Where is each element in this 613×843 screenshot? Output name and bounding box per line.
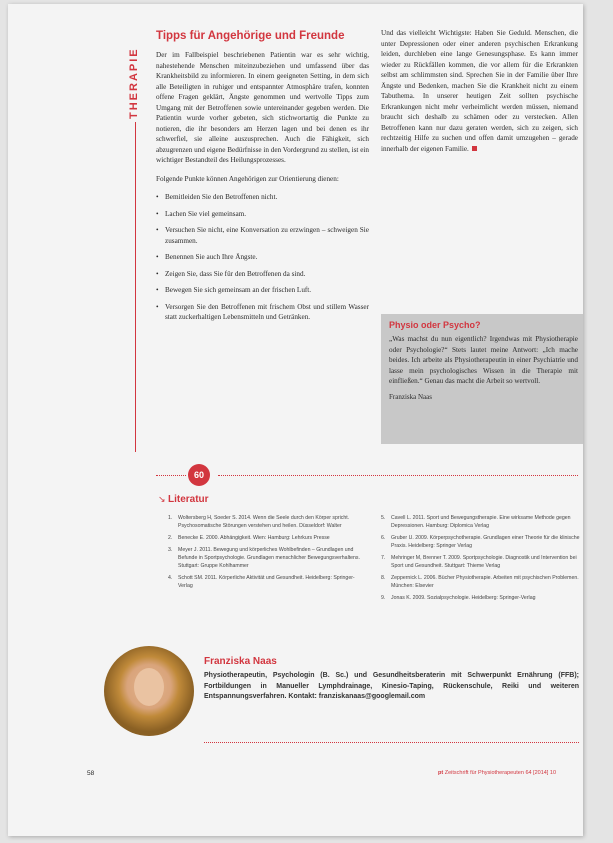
- author-bio: Physiotherapeutin, Psychologin (B. Sc.) und Gesundheitsberaterin mit Schwerpunkt Ernährung (FFB); Fortbildungen in Manueller Lymphdrainage, Kinesio-Taping, Rückenschule, Reiki und weiteren Entspannungsverfahren. Kontakt: franziskanaas@googlemail.com: [204, 672, 579, 700]
- tip-item: • Lachen Sie viel gemeinsam.: [156, 209, 369, 220]
- section-rule: [135, 122, 136, 452]
- author-name: Franziska Naas: [204, 656, 277, 667]
- closing-paragraph: Und das vielleicht Wichtigste: Haben Sie Geduld. Menschen, die unter Depressionen oder einer anderen psychischen Erkrankung leiden, durchleben eine lange Genesungsphase. Es kann immer wieder zu Rückfällen kommen, die vor allem für die Erkrankten selbst am schlimmsten sind. Sprechen Sie in der Familie über Ihre Ängste und Bedenken, machen Sie die Krankheit nicht zu einem Tabuthema. In unserer heutigen Zeit sollten psychische Erkrankungen nicht mehr verheimlicht werden müssen, niemand braucht sich deshalb zu schämen oder zu verstecken. Allen Betroffenen kann nur dazu geraten werden, sich zu zeigen, sich rechtzeitig Hilfe zu suchen und offen damit umzugehen – gerade innerhalb der eigenen Familie.: [381, 29, 578, 153]
- references-left: [168, 514, 368, 594]
- info-box-title: Physio oder Psycho?: [389, 320, 481, 330]
- section-heading: Tipps für Angehörige und Freunde: [156, 30, 345, 42]
- literature-heading: Literatur: [168, 494, 209, 505]
- tip-item: • Versorgen Sie den Betroffenen mit frischem Obst und stillem Wasser statt zuckerhaltigen Lebensmitteln und Getränken.: [156, 302, 369, 323]
- reference-item: 7. Mehringer M, Brenner T. 2009. Sportpsychologie. Diagnostik und Intervention bei Sport und Gesundheit. Stuttgart: Thieme Verlag: [381, 555, 577, 569]
- footer-title: Zeitschrift für Physiotherapeuten: [444, 770, 524, 776]
- divider: [218, 475, 578, 476]
- magazine-logo: 60: [188, 464, 210, 486]
- reference-item: 4. Schott SM. 2011. Körperliche Aktivität und Gesundheit. Heidelberg: Springer-Verlag: [168, 575, 355, 589]
- arrow-icon: ↘: [158, 494, 166, 504]
- author-box: [104, 646, 583, 746]
- footer-issue: 64 [2014] 10: [525, 770, 557, 776]
- tip-item: • Bewegen Sie sich gemeinsam an der frischen Luft.: [156, 285, 369, 296]
- magazine-page: [8, 4, 583, 836]
- list-intro: Folgende Punkte können Angehörigen zur Orientierung dienen:: [156, 174, 339, 183]
- right-column: [381, 28, 578, 162]
- info-box: [381, 314, 583, 444]
- tips-list: [156, 192, 369, 323]
- divider: [156, 475, 186, 476]
- reference-item: 8. Zeppernick L. 2006. Bücher Physiotherapie. Arbeiten mit psychischen Problemen. München: Elsevier: [381, 575, 579, 589]
- footer-prefix: pt: [438, 770, 444, 776]
- tip-item: • Bemitleiden Sie den Betroffenen nicht.: [156, 192, 369, 203]
- tip-item: • Benennen Sie auch Ihre Ängste.: [156, 252, 369, 263]
- info-box-author: Franziska Naas: [389, 392, 432, 401]
- reference-item: 3. Meyer J. 2011. Bewegung und körperliches Wohlbefinden – Grundlagen und Befunde in Sportpsychologie. Grundlagen menschlicher Bewegungsverhaltens. Stuttgart: Gruppe Kohlhammer: [168, 547, 360, 569]
- intro-paragraph: Der im Fallbeispiel beschriebenen Patientin war es sehr wichtig, nahestehende Menschen miteinzubeziehen und umfassend über das Krankheitsbild zu informieren. In einem geeigneten Setting, in dem sich alle Beteiligten in ruhiger und entspannter Atmosphäre trafen, konnten offene Fragen geklärt, Ängste genommen und wertvolle Tipps zum Umgang mit der Betroffenen sowie untereinander gegeben werden. Die Patientin wurde vorher gebeten, sich stichwortartig die Punkte zu notieren, die ihr besonders am Herzen lagen und bei denen es ihr schwerfiel, sie alleine auszusprechen. Auch die Fähigkeit, sich abzugrenzen und eigene Bedürfnisse in den Vordergrund zu stellen, ist ein wichtiger Bestandteil des Heilungsprozesses.: [156, 51, 369, 164]
- left-column: [156, 50, 369, 329]
- author-photo: [104, 646, 194, 736]
- references-right: [381, 514, 581, 606]
- footer: [438, 770, 556, 776]
- reference-item: 5. Cavell L. 2011. Sport und Bewegungstherapie. Eine wirksame Methode gegen Depressionen. Hamburg: Diplomica Verlag: [381, 515, 571, 529]
- info-box-text: „Was machst du nun eigentlich? Irgendwas mit Physiotherapie oder Psychologie?“ Stets lautet meine Antwort: „Ich mache beides. Ich arbeite als Physiotherapeutin in einer Psychiatrie und lasse mein psychologisches Wissen in die Therapie mit einfließen.“ Genau das macht die Arbeit so wertvoll.: [389, 335, 578, 385]
- divider: [204, 742, 579, 743]
- section-label: THERAPIE: [128, 47, 140, 119]
- author-face: [134, 668, 164, 706]
- reference-item: 6. Gruber U. 2009. Körperpsychotherapie. Grundlagen einer Theorie für die klinische Praxis. Heidelberg: Springer Verlag: [381, 535, 580, 549]
- end-square-icon: [472, 146, 477, 151]
- page-number: 58: [87, 770, 95, 777]
- tip-item: • Zeigen Sie, dass Sie für den Betroffenen da sind.: [156, 269, 369, 280]
- reference-item: 9. Jonas K. 2009. Sozialpsychologie. Heidelberg: Springer-Verlag: [381, 595, 536, 601]
- tip-item: • Versuchen Sie nicht, eine Konversation zu erzwingen – schweigen Sie zusammen.: [156, 225, 369, 246]
- reference-item: 2. Benecke E. 2000. Abhängigkeit. Wien: Hamburg: Lehrkurs Presse: [168, 535, 330, 541]
- reference-item: 1. Woltersberg H, Soeder S. 2014. Wenn die Seele durch den Körper spricht. Psychosomatische Störungen verstehen und heilen. Düsseldorf: Walter: [168, 515, 350, 529]
